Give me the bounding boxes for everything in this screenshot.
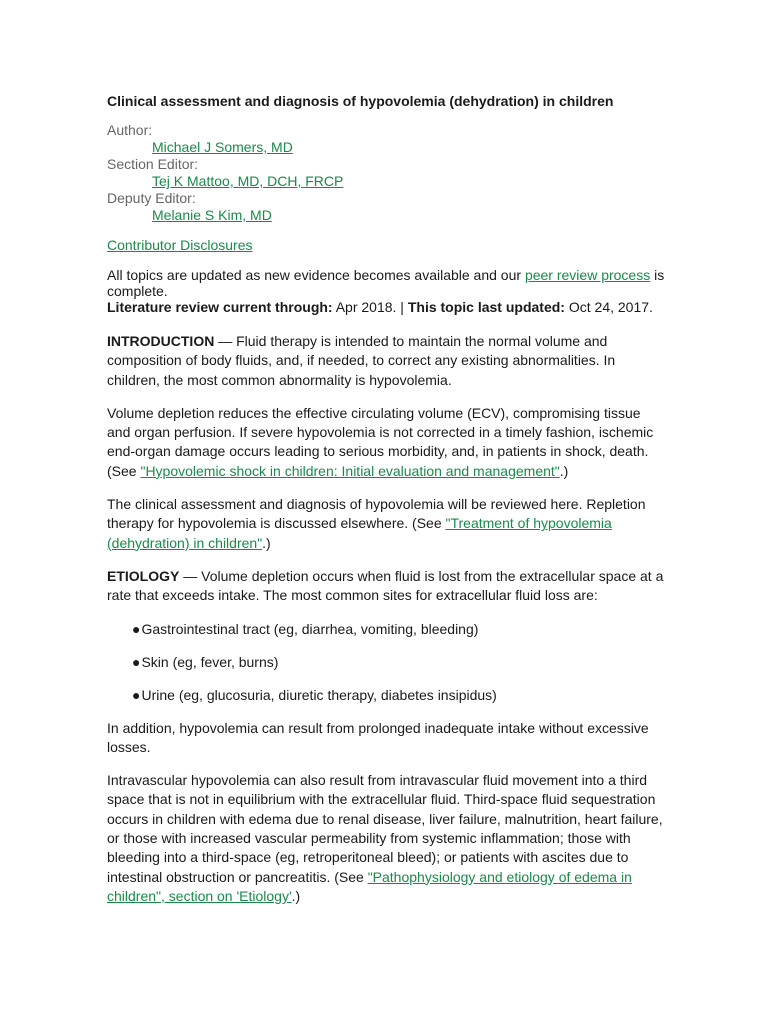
volume-depletion-paragraph <box>107 404 667 481</box>
edema-etiology-link[interactable]: "Pathophysiology and etiology of edema in children", section on 'Etiology' <box>107 868 632 904</box>
assessment-text: The clinical assessment and diagnosis of hypovolemia will be reviewed here. Repletion therapy for hypovolemia is discussed elsewhere. (See <box>107 496 646 532</box>
list-item: ●Gastrointestinal tract (eg, diarrhea, vomiting, bleeding) <box>132 620 479 637</box>
introduction-heading: INTRODUCTION <box>107 333 215 349</box>
page-title: Clinical assessment and diagnosis of hypovolemia (dehydration) in children <box>107 93 614 109</box>
list-item: ●Urine (eg, glucosuria, diuretic therapy, diabetes insipidus) <box>132 686 497 703</box>
etiology-heading: ETIOLOGY <box>107 567 180 584</box>
bullet-icon: ● <box>132 653 141 670</box>
treatment-hypovolemia-link[interactable]: "Treatment of hypovolemia (dehydration) in children" <box>107 515 612 551</box>
section-editor-label: Section Editor: <box>107 156 199 172</box>
introduction-text: — Fluid therapy is intended to maintain the normal volume and composition of body fluids, and, if needed, to correct any existing abnormalities. In children, the most common abnormality is hypovolemia. <box>107 333 616 388</box>
update-text-end: is complete. <box>107 267 665 299</box>
author-label: Author: <box>107 122 153 138</box>
last-updated-label: This topic last updated: <box>407 299 565 315</box>
author-link[interactable]: Michael J Somers, MD <box>152 139 293 155</box>
bullet-icon: ● <box>132 686 141 703</box>
deputy-editor-link[interactable]: Melanie S Kim, MD <box>152 207 272 223</box>
contributor-disclosures-link[interactable]: Contributor Disclosures <box>107 237 253 253</box>
assessment-suffix: .) <box>262 534 271 551</box>
volume-depletion-text: Volume depletion reduces the effective circulating volume (ECV), compromising tissue and organ perfusion. If severe hypovolemia is not corrected in a timely fashion, ischemic end-organ damage occurs leading to serious morbidity, and, in patients in shock, death. <box>107 404 654 460</box>
etiology-paragraph <box>107 567 667 606</box>
document-page <box>107 92 667 906</box>
last-updated-value: Oct 24, 2017. <box>564 299 653 315</box>
hypovolemic-shock-link[interactable]: "Hypovolemic shock in children: Initial evaluation and management" <box>140 462 560 479</box>
inadequate-intake-paragraph: In addition, hypovolemia can result from prolonged inadequate intake without excessive losses. <box>107 719 649 755</box>
section-editor-link[interactable]: Tej K Mattoo, MD, DCH, FRCP <box>152 173 344 189</box>
assessment-paragraph <box>107 495 667 553</box>
deputy-editor-label: Deputy Editor: <box>107 190 196 206</box>
update-text: All topics are updated as new evidence becomes available and our <box>107 267 525 283</box>
lit-review-label: Literature review current through: <box>107 299 333 315</box>
intravascular-text: Intravascular hypovolemia can also result from intravascular fluid movement into a third space that is not in equilibrium with the extracellular fluid. Third-space fluid sequestration occurs in children with edema due to renal disease, liver failure, malnutrition, heart failure, or those with increased vascular permeability from systemic inflammation; those with bleeding into a third-space (eg, retroperitoneal bleed); or patients with ascites due to intestinal obstruction or pancreatitis. (See <box>107 772 663 885</box>
update-info <box>107 267 667 315</box>
fluid-loss-list <box>107 620 667 705</box>
see-prefix: (See <box>107 462 141 479</box>
see-suffix: .) <box>559 462 569 479</box>
list-item: ●Skin (eg, fever, burns) <box>132 653 279 670</box>
author-block <box>107 122 667 224</box>
intravascular-suffix: .) <box>291 887 301 904</box>
peer-review-link[interactable]: peer review process <box>524 267 651 283</box>
lit-review-value: Apr 2018. | <box>332 299 408 315</box>
introduction-paragraph <box>107 332 667 390</box>
etiology-text: — Volume depletion occurs when fluid is lost from the extracellular space at a rate that exceeds intake. The most common sites for extracellular fluid loss are: <box>107 567 664 604</box>
bullet-icon: ● <box>132 620 141 637</box>
intravascular-paragraph <box>107 771 667 906</box>
